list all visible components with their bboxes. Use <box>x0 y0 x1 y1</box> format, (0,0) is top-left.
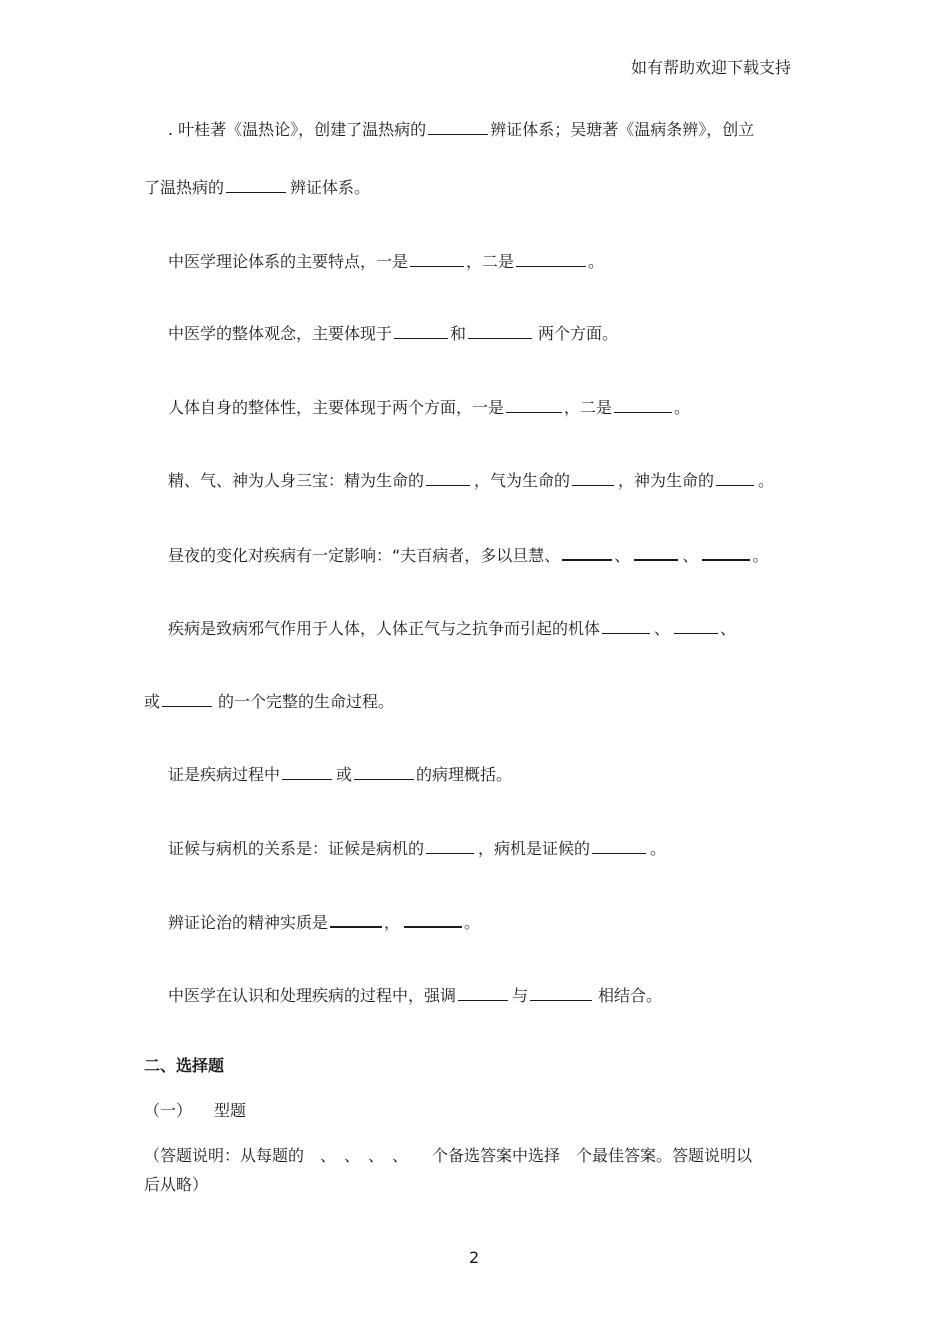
answer-blank <box>506 396 562 413</box>
question-text: ， <box>384 913 401 932</box>
subsection-title: 型题 <box>214 1101 247 1120</box>
question-text: 疾病是致病邪气作用于人体，人体正气与之抗争而引起的机体 <box>168 619 601 638</box>
answer-blank <box>614 396 672 413</box>
question-text: 的病理概括。 <box>416 765 513 784</box>
question-text: 、 <box>654 619 671 638</box>
question-text: 辨证体系；吴瑭著《温病条辨》，创立 <box>490 120 755 139</box>
answer-blank <box>282 763 332 780</box>
question-text: 的一个完整的生命过程。 <box>218 692 395 711</box>
answer-blank <box>468 322 532 339</box>
question-10 <box>168 910 480 933</box>
question-text: 或 <box>144 692 161 711</box>
question-text: 证是疾病过程中 <box>168 765 281 784</box>
answer-blank <box>394 322 448 339</box>
question-text: 中医学理论体系的主要特点，一是 <box>168 252 409 271</box>
question-text: ，二是 <box>564 398 613 417</box>
question-11 <box>168 984 662 1006</box>
question-text: 中医学在认识和处理疾病的过程中，强调 <box>168 986 457 1005</box>
answer-blank <box>530 984 592 1001</box>
answer-blank <box>410 250 464 267</box>
instructions-line-2: 后从略） <box>144 1175 209 1194</box>
question-text: 辨证论治的精神实质是 <box>168 913 329 932</box>
answer-blank <box>572 469 614 486</box>
question-6 <box>168 543 768 566</box>
question-text: 。 <box>758 471 775 490</box>
question-text: ，病机是证候的 <box>478 839 591 858</box>
question-1-line-1 <box>168 118 754 140</box>
answer-blank <box>562 543 612 561</box>
answer-blank <box>702 543 750 561</box>
question-text: 、 <box>682 546 699 565</box>
answer-blank <box>426 469 470 486</box>
answer-blank <box>674 617 718 634</box>
answer-blank <box>428 118 488 135</box>
answer-blank <box>404 910 462 928</box>
question-5 <box>168 469 774 491</box>
question-text: ，神为生命的 <box>618 471 715 490</box>
question-text: 精、气、神为人身三宝：精为生命的 <box>168 471 425 490</box>
question-text: 。 <box>588 252 605 271</box>
answer-blank <box>602 617 650 634</box>
question-text: ，二是 <box>466 252 515 271</box>
question-4 <box>168 396 690 418</box>
subsection-label: （一） <box>144 1101 193 1120</box>
question-text: 辨证体系。 <box>290 178 371 197</box>
question-2 <box>168 250 604 272</box>
question-text: 证候与病机的关系是：证候是病机的 <box>168 839 425 858</box>
answer-blank <box>592 837 646 854</box>
question-text: 相结合。 <box>598 986 663 1005</box>
question-text: 了温热病的 <box>144 178 225 197</box>
answer-blank <box>426 837 474 854</box>
answer-blank <box>162 690 212 707</box>
question-text: ，气为生命的 <box>474 471 571 490</box>
question-text: . 叶桂著《温热论》，创建了温热病的 <box>168 120 427 139</box>
question-7-line-2 <box>144 690 394 712</box>
question-1-line-2 <box>144 176 370 198</box>
question-text: 。 <box>674 398 691 417</box>
question-8 <box>168 763 512 785</box>
answer-blank <box>458 984 508 1001</box>
page-header: 如有帮助欢迎下载支持 <box>631 58 792 77</box>
question-text: 、 <box>720 619 737 638</box>
question-text: 、 <box>614 546 631 565</box>
section-title: 二、选择题 <box>144 1056 225 1075</box>
question-text: 与 <box>512 986 529 1005</box>
question-text: 。 <box>752 546 769 565</box>
question-text: 。 <box>464 913 481 932</box>
question-text: 和 <box>450 324 467 343</box>
answer-blank <box>634 543 678 561</box>
question-7-line-1 <box>168 617 736 639</box>
question-text: 或 <box>336 765 353 784</box>
question-text: 两个方面。 <box>538 324 619 343</box>
question-text: 人体自身的整体性，主要体现于两个方面，一是 <box>168 398 505 417</box>
subsection-heading <box>144 1101 246 1121</box>
answer-blank <box>354 763 414 780</box>
answer-blank <box>226 176 286 193</box>
page-number: 2 <box>469 1248 480 1267</box>
question-text: 中医学的整体观念，主要体现于 <box>168 324 393 343</box>
question-9 <box>168 837 666 859</box>
question-3 <box>168 322 618 344</box>
question-text: 。 <box>650 839 667 858</box>
answer-blank <box>716 469 754 486</box>
instructions-line-1: （答题说明：从每题的 、 、 、 、 个备选答案中选择 个最佳答案。答题说明以 <box>144 1146 753 1165</box>
answer-blank <box>330 910 382 928</box>
question-text: 昼夜的变化对疾病有一定影响：“夫百病者，多以旦慧、 <box>168 546 561 565</box>
answer-blank <box>516 250 586 267</box>
